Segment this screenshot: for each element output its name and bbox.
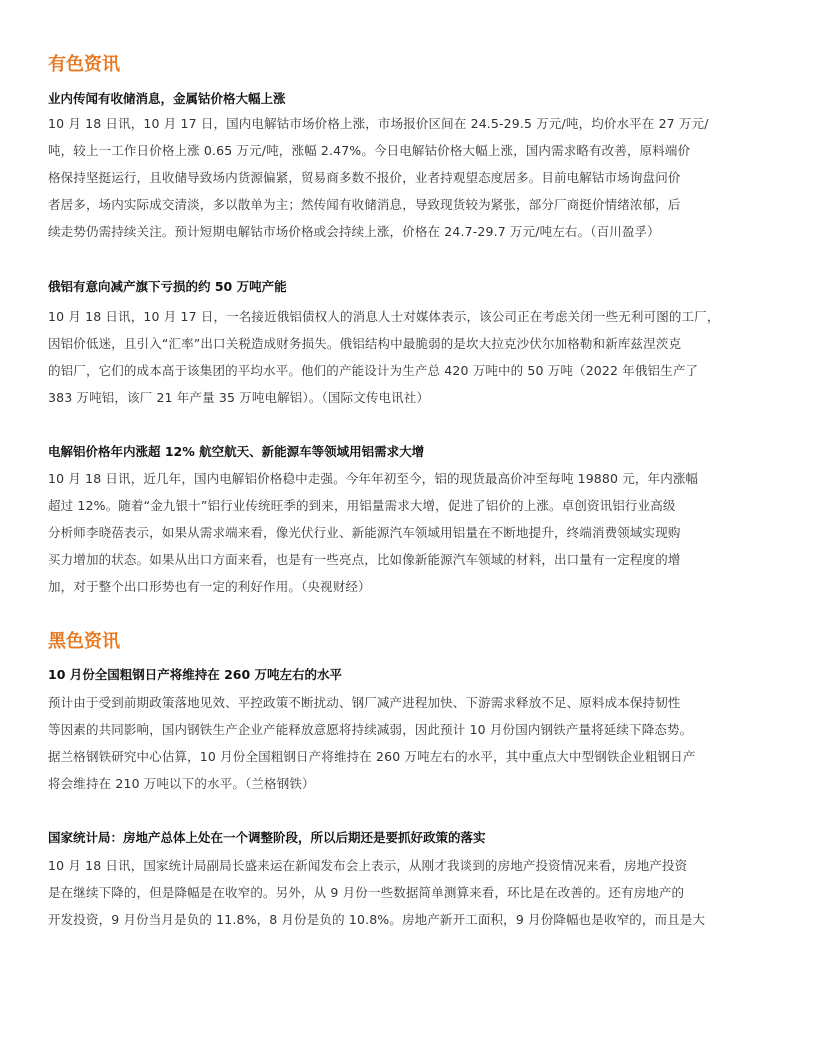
article-headline: 国家统计局：房地产总体上处在一个调整阶段，所以后期还是要抓好政策的落实 <box>48 830 486 845</box>
article-body-line: 者居多，场内实际成交清淡，多以散单为主；然传闻有收储消息，导致现货较为紧张，部分厂商挺价情绪浓郁，后 <box>48 197 681 212</box>
article-body-line: 续走势仍需持续关注。预计短期电解钴市场价格或会持续上涨，价格在 24.7-29.7 万元/吨左右。（百川盈孚） <box>48 224 660 239</box>
article-body-line: 10 月 18 日讯，10 月 17 日，国内电解钴市场价格上涨，市场报价区间在 24.5-29.5 万元/吨，均价水平在 27 万元/ <box>48 116 709 131</box>
article-body-line: 据兰格钢铁研究中心估算，10 月份全国粗钢日产将维持在 260 万吨左右的水平，其中重点大中型钢铁企业粗钢日产 <box>48 749 696 764</box>
article-body-line: 10 月 18 日讯，国家统计局副局长盛来运在新闻发布会上表示，从刚才我谈到的房地产投资情况来看，房地产投资 <box>48 858 688 873</box>
article-body-line: 吨，较上一工作日价格上涨 0.65 万元/吨，涨幅 2.47%。今日电解钴价格大幅上涨，国内需求略有改善，原料端价 <box>48 143 691 158</box>
article-body-line: 的铝厂，它们的成本高于该集团的平均水平。他们的产能设计为生产总 420 万吨中的 50 万吨（2022 年俄铝生产了 <box>48 363 699 378</box>
article-body-line: 加，对于整个出口形势也有一定的利好作用。（央视财经） <box>48 579 371 594</box>
article-headline: 10 月份全国粗钢日产将维持在 260 万吨左右的水平 <box>48 667 343 682</box>
article-body-line: 因铝价低迷，且引入“汇率”出口关税造成财务损失。俄铝结构中最脆弱的是坎大拉克沙伏尔加格勒和新库兹涅茨克 <box>48 336 682 351</box>
article-body <box>48 852 770 933</box>
article-body-line: 10 月 18 日讯，近几年，国内电解铝价格稳中走强。今年年初至今，铝的现货最高价冲至每吨 19880 元，年内涨幅 <box>48 471 699 486</box>
article-body-line: 10 月 18 日讯，10 月 17 日，一名接近俄铝债权人的消息人士对媒体表示，该公司正在考虑关闭一些无利可图的工厂， <box>48 309 720 324</box>
section-title-nonferrous: 有色资讯 <box>48 54 120 75</box>
article-body <box>48 689 770 797</box>
article-body <box>48 110 770 245</box>
article-body-line: 等因素的共同影响，国内钢铁生产企业产能释放意愿将持续减弱，因此预计 10 月份国内钢铁产量将延续下降态势。 <box>48 722 693 737</box>
article-body-line: 买力增加的状态。如果从出口方面来看，也是有一些亮点，比如像新能源汽车领域的材料，出口量有一定程度的增 <box>48 552 681 567</box>
article-body-line: 格保持坚挺运行，且收储导致场内货源偏紧，贸易商多数不报价，业者持观望态度居多。目前电解钴市场询盘问价 <box>48 170 681 185</box>
article-body-line: 开发投资，9 月份当月是负的 11.8%，8 月份是负的 10.8%。房地产新开工面积，9 月份降幅也是收窄的，而且是大 <box>48 912 706 927</box>
article-headline: 俄铝有意向减产旗下亏损的约 50 万吨产能 <box>48 279 287 294</box>
article-body-line: 383 万吨铝，该厂 21 年产量 35 万吨电解铝）。（国际文传电讯社） <box>48 390 430 405</box>
article-body-line: 超过 12%。随着“金九银十”铝行业传统旺季的到来，用铝量需求大增，促进了铝价的上涨。卓创资讯铝行业高级 <box>48 498 676 513</box>
article-headline: 业内传闻有收储消息，金属钴价格大幅上涨 <box>48 91 286 106</box>
article-body <box>48 303 770 411</box>
article-headline: 电解铝价格年内涨超 12% 航空航天、新能源车等领域用铝需求大增 <box>48 444 425 459</box>
article-body <box>48 465 770 600</box>
article-body-line: 将会维持在 210 万吨以下的水平。（兰格钢铁） <box>48 776 315 791</box>
article-body-line: 预计由于受到前期政策落地见效、平控政策不断扰动、钢厂减产进程加快、下游需求释放不足、原料成本保持韧性 <box>48 695 681 710</box>
section-title-ferrous: 黑色资讯 <box>48 631 120 652</box>
article-body-line: 是在继续下降的，但是降幅是在收窄的。另外，从 9 月份一些数据简单测算来看，环比是在改善的。还有房地产的 <box>48 885 685 900</box>
article-body-line: 分析师李晓蓓表示，如果从需求端来看，像光伏行业、新能源汽车领域用铝量在不断地提升，终端消费领域实现购 <box>48 525 681 540</box>
